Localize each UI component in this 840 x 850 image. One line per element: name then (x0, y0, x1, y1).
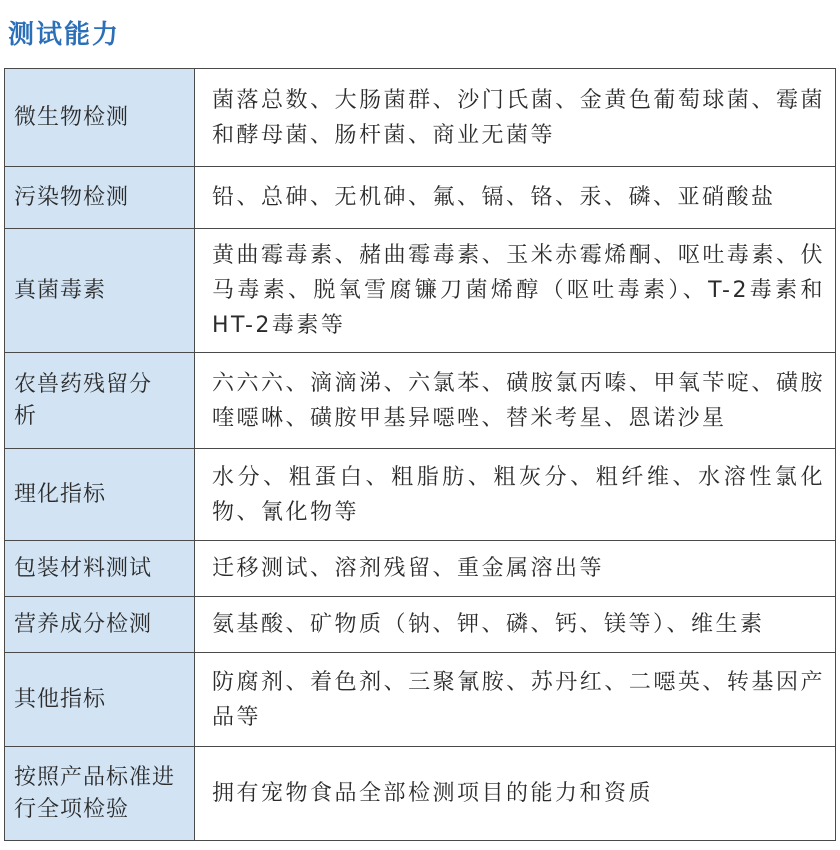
category-cell: 农兽药残留分析 (5, 353, 195, 449)
category-cell: 按照产品标准进行全项检验 (5, 747, 195, 841)
category-cell: 微生物检测 (5, 69, 195, 167)
detail-cell: 氨基酸、矿物质（钠、钾、磷、钙、镁等）、维生素 (195, 597, 836, 653)
table-row (5, 69, 836, 167)
table-row (5, 747, 836, 841)
detail-cell: 六六六、滴滴涕、六氯苯、磺胺氯丙嗪、甲氧苄啶、磺胺喹噁啉、磺胺甲基异噁唑、替米考星、恩诺沙星 (195, 353, 836, 449)
detail-cell: 菌落总数、大肠菌群、沙门氏菌、金黄色葡萄球菌、霉菌和酵母菌、肠杆菌、商业无菌等 (195, 69, 836, 167)
detail-cell: 迁移测试、溶剂残留、重金属溶出等 (195, 541, 836, 597)
capability-table (4, 68, 836, 841)
detail-cell: 拥有宠物食品全部检测项目的能力和资质 (195, 747, 836, 841)
detail-cell: 防腐剂、着色剂、三聚氰胺、苏丹红、二噁英、转基因产品等 (195, 653, 836, 747)
detail-cell: 水分、粗蛋白、粗脂肪、粗灰分、粗纤维、水溶性氯化物、氰化物等 (195, 449, 836, 541)
detail-cell: 黄曲霉毒素、赭曲霉毒素、玉米赤霉烯酮、呕吐毒素、伏马毒素、脱氧雪腐镰刀菌烯醇（呕吐毒素）、T-2毒素和HT-2毒素等 (195, 229, 836, 353)
table-row (5, 449, 836, 541)
category-cell: 包装材料测试 (5, 541, 195, 597)
category-cell: 理化指标 (5, 449, 195, 541)
table-row (5, 167, 836, 229)
page-title: 测试能力 (8, 20, 121, 50)
category-cell: 真菌毒素 (5, 229, 195, 353)
table-row (5, 597, 836, 653)
table-row (5, 229, 836, 353)
table-row (5, 653, 836, 747)
category-cell: 其他指标 (5, 653, 195, 747)
table-row (5, 541, 836, 597)
table-row (5, 353, 836, 449)
detail-cell: 铅、总砷、无机砷、氟、镉、铬、汞、磷、亚硝酸盐 (195, 167, 836, 229)
category-cell: 营养成分检测 (5, 597, 195, 653)
category-cell: 污染物检测 (5, 167, 195, 229)
